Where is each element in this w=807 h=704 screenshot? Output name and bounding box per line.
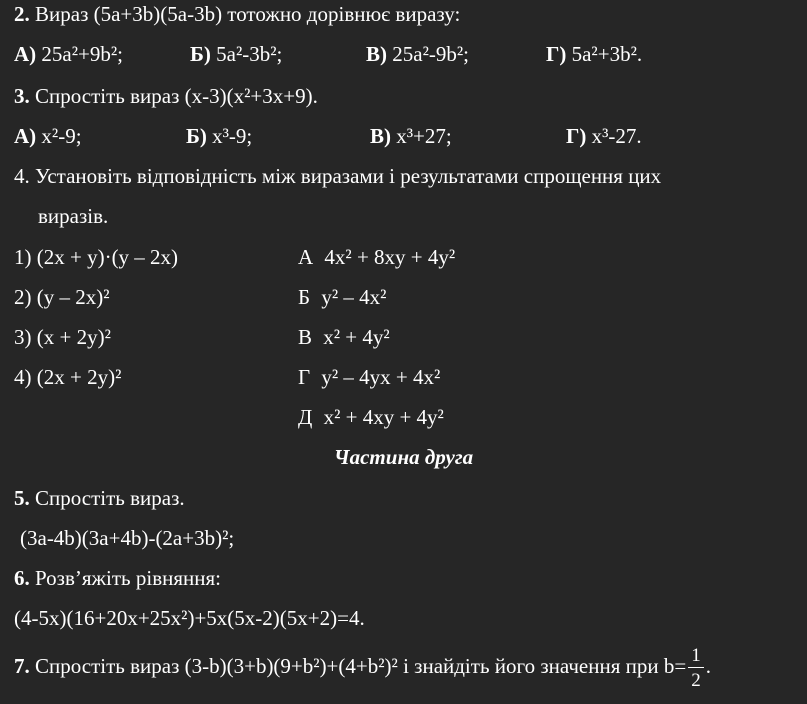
q3-option-d-value: x³-27. bbox=[591, 124, 642, 148]
q2-option-c bbox=[366, 42, 469, 66]
q3-line bbox=[14, 84, 318, 108]
q4-right-item-d-label: Г bbox=[298, 365, 311, 389]
q3-option-a-value: x²-9; bbox=[41, 124, 82, 148]
q2-line bbox=[14, 2, 460, 26]
q4-right-item-e-label: Д bbox=[298, 405, 313, 429]
q4-right-item-d-value: y² – 4yx + 4x² bbox=[321, 365, 441, 389]
q3-option-b-label: Б) bbox=[186, 124, 207, 148]
q2-option-a-value: 25a²+9b²; bbox=[41, 42, 124, 66]
q4-left-item-4: 4) (2x + 2y)² bbox=[14, 365, 122, 389]
q4-text-line2: виразів. bbox=[38, 204, 109, 228]
q3-option-c-value: x³+27; bbox=[396, 124, 452, 148]
q4-right-item-b-value: y² – 4x² bbox=[321, 285, 387, 309]
q2-option-a-label: А) bbox=[14, 42, 37, 66]
q4-right-item-c-value: x² + 4y² bbox=[323, 325, 390, 349]
q6-number: 6. bbox=[14, 566, 30, 590]
q3-text: Спростіть вираз (x-3)(x²+3x+9). bbox=[35, 84, 318, 108]
q3-option-c bbox=[370, 124, 452, 148]
q2-option-d bbox=[546, 42, 642, 66]
q5-line bbox=[14, 486, 185, 510]
q3-option-c-label: В) bbox=[370, 124, 391, 148]
q4-left-item-1: 1) (2x + y)·(y – 2x) bbox=[14, 245, 179, 269]
q3-option-a bbox=[14, 124, 82, 148]
q4-right-item-a-label: А bbox=[298, 245, 314, 269]
q6-line bbox=[14, 566, 221, 590]
q2-option-a bbox=[14, 42, 123, 66]
q7-number: 7. bbox=[14, 653, 30, 678]
q3-option-d-label: Г) bbox=[566, 124, 587, 148]
q2-number: 2. bbox=[14, 2, 30, 26]
q6-text: Розв’яжіть рівняння: bbox=[35, 566, 221, 590]
q4-right-item-c bbox=[298, 325, 390, 349]
q7-text: Спростіть вираз (3-b)(3+b)(9+b²)+(4+b²)² і знайдіть його значення при b= bbox=[35, 653, 687, 678]
q2-option-b-value: 5a²-3b²; bbox=[216, 42, 283, 66]
q7-end: . bbox=[705, 653, 711, 678]
part-two-title: Частина друга bbox=[333, 445, 474, 469]
q4-right-item-e bbox=[298, 405, 444, 429]
q3-option-d bbox=[566, 124, 642, 148]
q5-number: 5. bbox=[14, 486, 30, 510]
q2-option-b-label: Б) bbox=[190, 42, 211, 66]
q2-option-d-value: 5a²+3b². bbox=[571, 42, 643, 66]
q6-equation: (4-5x)(16+20x+25x²)+5x(5x-2)(5x+2)=4. bbox=[14, 606, 365, 630]
q3-option-a-label: А) bbox=[14, 124, 37, 148]
q7-fraction-denominator: 2 bbox=[691, 670, 701, 691]
q2-option-d-label: Г) bbox=[546, 42, 567, 66]
q5-text: Спростіть вираз. bbox=[35, 486, 185, 510]
q2-option-c-label: В) bbox=[366, 42, 387, 66]
q4-right-item-a bbox=[298, 245, 455, 269]
q4-left-item-3: 3) (x + 2y)² bbox=[14, 325, 111, 349]
q3-option-b bbox=[186, 124, 252, 148]
q5-expression: (3a-4b)(3a+4b)-(2a+3b)²; bbox=[20, 526, 235, 550]
q3-number: 3. bbox=[14, 84, 30, 108]
q4-right-item-e-value: x² + 4xy + 4y² bbox=[323, 405, 444, 429]
q2-option-c-value: 25a²-9b²; bbox=[392, 42, 469, 66]
q7-line bbox=[14, 646, 711, 690]
q4-text-line1: 4. Установіть відповідність між виразами і результатами спрощення цих bbox=[14, 164, 662, 188]
q4-right-item-b bbox=[298, 285, 386, 309]
q4-left-item-2: 2) (y – 2x)² bbox=[14, 285, 110, 309]
q4-right-item-c-label: В bbox=[298, 325, 313, 349]
q2-text: Вираз (5a+3b)(5a-3b) тотожно дорівнює виразу: bbox=[35, 2, 461, 26]
q2-option-b bbox=[190, 42, 282, 66]
q4-right-item-b-label: Б bbox=[298, 285, 311, 309]
q7-fraction-numerator: 1 bbox=[688, 646, 704, 668]
q4-right-item-d bbox=[298, 365, 440, 389]
q3-option-b-value: x³-9; bbox=[212, 124, 253, 148]
q4-right-item-a-value: 4x² + 8xy + 4y² bbox=[324, 245, 456, 269]
q7-fraction bbox=[688, 646, 704, 690]
